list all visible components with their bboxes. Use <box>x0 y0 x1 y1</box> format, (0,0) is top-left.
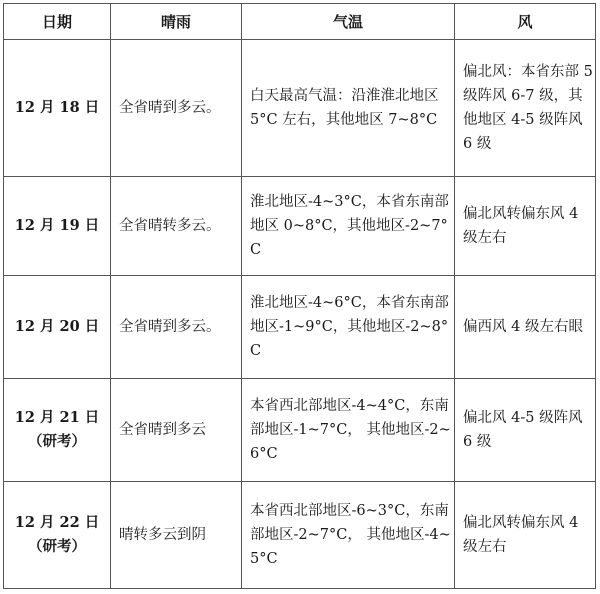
exam-note: （研考） <box>28 433 86 450</box>
table-row <box>4 276 596 379</box>
date-text: 12 月 20 日 <box>14 318 100 335</box>
wind-cell: 偏北风：本省东部 5 级阵风 6-7 级，其他地区 4-5 级阵风 6 级 <box>455 40 596 177</box>
temperature-cell: 本省西北部地区-6~3°C，东南部地区-2~7°C， 其他地区-4~5°C <box>242 482 455 589</box>
header-temperature: 气温 <box>242 4 455 40</box>
date-cell <box>4 276 111 379</box>
temperature-cell: 淮北地区-4~6°C，本省东南部地区-1~9°C，其他地区-2~8°C <box>242 276 455 379</box>
weather-cell: 全省晴到多云。 <box>111 40 242 177</box>
date-cell <box>4 482 111 589</box>
temperature-cell: 白天最高气温：沿淮淮北地区 5°C 左右，其他地区 7~8°C <box>242 40 455 177</box>
wind-cell: 偏西风 4 级左右眼 <box>455 276 596 379</box>
temperature-cell: 淮北地区-4~3°C，本省东南部地区 0~8°C，其他地区-2~7°C <box>242 177 455 276</box>
header-row <box>4 4 596 40</box>
temperature-cell: 本省西北部地区-4~4°C，东南部地区-1~7°C， 其他地区-2~6°C <box>242 379 455 482</box>
header-weather: 晴雨 <box>111 4 242 40</box>
wind-cell: 偏北风转偏东风 4 级左右 <box>455 177 596 276</box>
header-wind: 风 <box>455 4 596 40</box>
date-text: 12 月 18 日 <box>14 99 100 116</box>
weather-forecast-table <box>3 3 596 589</box>
exam-note: （研考） <box>28 538 86 555</box>
date-text: 12 月 19 日 <box>14 217 100 234</box>
table-row <box>4 40 596 177</box>
date-text: 12 月 22 日 <box>14 514 100 531</box>
table-row <box>4 482 596 589</box>
table-row <box>4 177 596 276</box>
date-text: 12 月 21 日 <box>14 409 100 426</box>
header-date: 日期 <box>4 4 111 40</box>
wind-cell: 偏北风转偏东风 4 级左右 <box>455 482 596 589</box>
weather-cell: 全省晴到多云。 <box>111 276 242 379</box>
date-cell <box>4 177 111 276</box>
weather-cell: 晴转多云到阴 <box>111 482 242 589</box>
wind-cell: 偏北风 4-5 级阵风 6 级 <box>455 379 596 482</box>
date-cell <box>4 40 111 177</box>
table-row <box>4 379 596 482</box>
weather-cell: 全省晴到多云 <box>111 379 242 482</box>
date-cell <box>4 379 111 482</box>
weather-cell: 全省晴转多云。 <box>111 177 242 276</box>
